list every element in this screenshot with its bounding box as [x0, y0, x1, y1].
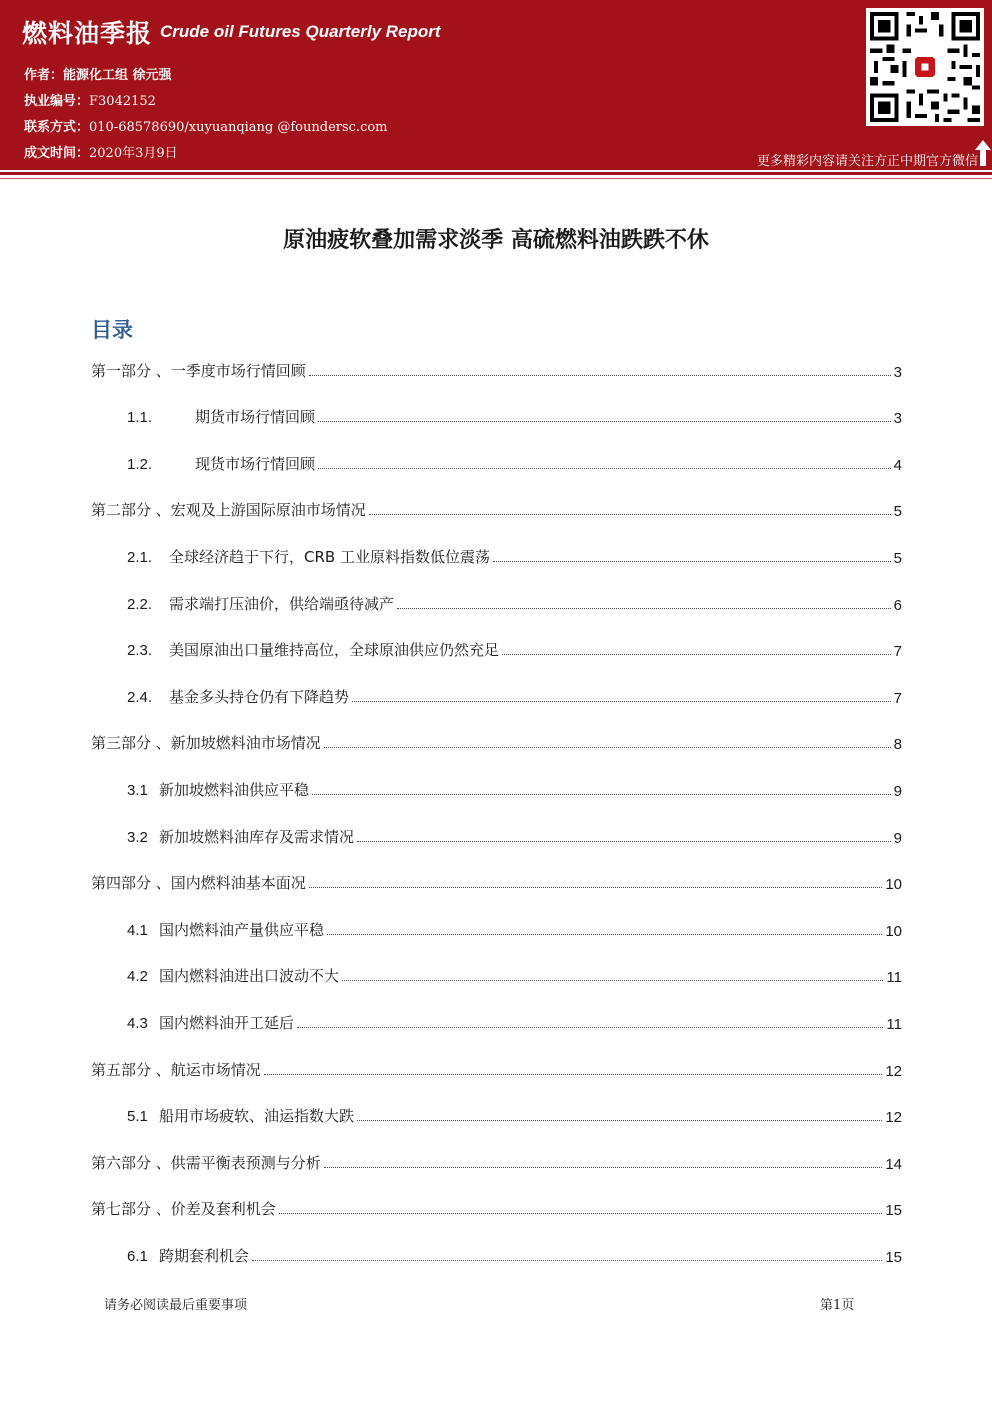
- toc-page-number: 14: [885, 1156, 902, 1173]
- toc-page-number: 15: [885, 1249, 902, 1266]
- footer-page-number: 第1页: [820, 1298, 855, 1313]
- toc-entry[interactable]: 第二部分 、宏观及上游国际原油市场情况 5: [91, 501, 902, 520]
- license-line: [24, 90, 156, 109]
- toc-page-number: 5: [893, 503, 902, 520]
- toc-page-number: 12: [885, 1109, 902, 1126]
- toc-leader: [264, 1074, 883, 1075]
- toc-page-number: 10: [885, 876, 902, 893]
- date-line: [24, 142, 178, 161]
- toc-leader: [324, 1167, 883, 1168]
- toc-entry[interactable]: 2.1. 全球经济趋于下行，CRB 工业原料指数低位震荡 5: [127, 548, 902, 567]
- toc-heading: 目录: [91, 318, 133, 342]
- toc-leader: [312, 794, 891, 795]
- toc-leader: [357, 1120, 882, 1121]
- toc-entry[interactable]: 第一部分 、一季度市场行情回顾 3: [91, 362, 902, 381]
- toc-entry[interactable]: 4.2 国内燃料油进出口波动不大 11: [127, 967, 902, 986]
- toc-leader: [297, 1027, 883, 1028]
- author-value: 能源化工组 徐元强: [63, 68, 172, 83]
- toc-entry[interactable]: 6.1 跨期套利机会 15: [127, 1247, 902, 1266]
- toc-entry[interactable]: 第五部分 、航运市场情况 12: [91, 1061, 902, 1080]
- toc-leader: [327, 934, 882, 935]
- toc-leader: [309, 887, 883, 888]
- toc-entry[interactable]: 3.2 新加坡燃料油库存及需求情况 9: [127, 828, 902, 847]
- toc-page-number: 15: [885, 1202, 902, 1219]
- toc-leader: [357, 841, 891, 842]
- toc-entry[interactable]: 5.1 船用市场疲软、油运指数大跌 12: [127, 1107, 902, 1126]
- toc-page-number: 3: [893, 410, 902, 427]
- toc-entry[interactable]: 第七部分 、价差及套利机会 15: [91, 1200, 902, 1219]
- toc-page-number: 3: [893, 364, 902, 381]
- toc-page-number: 9: [893, 783, 902, 800]
- author-label: 作者：: [24, 68, 64, 83]
- toc-entry[interactable]: 4.3 国内燃料油开工延后 11: [127, 1014, 902, 1033]
- toc-leader: [352, 701, 891, 702]
- author-line: [24, 64, 172, 83]
- date-value: 2020年3月9日: [89, 146, 178, 161]
- toc-page-number: 7: [893, 643, 902, 660]
- toc-leader: [342, 980, 883, 981]
- toc-entry[interactable]: 1.1. 期货市场行情回顾 3: [127, 408, 902, 427]
- toc-leader: [318, 421, 891, 422]
- toc-entry[interactable]: 1.2. 现货市场行情回顾 4: [127, 455, 902, 474]
- report-brand: [22, 14, 441, 50]
- header-rule-thin: [0, 178, 992, 179]
- toc-leader: [324, 747, 891, 748]
- license-value: F3042152: [89, 94, 156, 109]
- toc-leader: [397, 608, 891, 609]
- toc-entry[interactable]: 3.1 新加坡燃料油供应平稳 9: [127, 781, 902, 800]
- toc-leader: [252, 1260, 882, 1261]
- toc-leader: [493, 561, 891, 562]
- follow-wechat-text: 更多精彩内容请关注方正中期官方微信: [756, 154, 978, 169]
- toc-page-number: 10: [885, 923, 902, 940]
- toc-entry[interactable]: 2.2. 需求端打压油价，供给端亟待减产 6: [127, 595, 902, 614]
- toc-leader: [309, 375, 891, 376]
- contact-line: [24, 116, 388, 135]
- qr-code: [866, 8, 984, 126]
- arrow-up-icon: [974, 139, 992, 167]
- toc-entry[interactable]: 2.3. 美国原油出口量维持高位，全球原油供应仍然充足 7: [127, 641, 902, 660]
- toc-page-number: 7: [893, 690, 902, 707]
- report-name-cn: 燃料油季报: [22, 19, 153, 48]
- contact-value: 010-68578690/xuyuanqiang @foundersc.com: [89, 120, 388, 135]
- toc-leader: [279, 1213, 883, 1214]
- toc-page-number: 8: [893, 736, 902, 753]
- toc-entry[interactable]: 第三部分 、新加坡燃料油市场情况 8: [91, 734, 902, 753]
- header-rule: [0, 172, 992, 175]
- toc-page-number: 11: [886, 1016, 902, 1033]
- toc-leader: [318, 468, 891, 469]
- toc-entry[interactable]: 第六部分 、供需平衡表预测与分析 14: [91, 1154, 902, 1173]
- license-label: 执业编号：: [24, 94, 90, 109]
- toc-entry[interactable]: 2.4. 基金多头持仓仍有下降趋势 7: [127, 688, 902, 707]
- toc-page-number: 12: [885, 1063, 902, 1080]
- toc-page-number: 11: [886, 969, 902, 986]
- footer-notice: 请务必阅读最后重要事项: [104, 1298, 248, 1313]
- report-name-en: Crude oil Futures Quarterly Report: [160, 22, 441, 41]
- toc-leader: [502, 654, 891, 655]
- date-label: 成文时间：: [24, 146, 90, 161]
- contact-label: 联系方式：: [24, 120, 90, 135]
- toc-page-number: 6: [893, 597, 902, 614]
- toc-entry[interactable]: 4.1 国内燃料油产量供应平稳 10: [127, 921, 902, 940]
- toc-page-number: 9: [893, 830, 902, 847]
- toc-page-number: 5: [893, 550, 902, 567]
- toc-leader: [369, 514, 891, 515]
- report-header: [0, 0, 992, 170]
- toc-entry[interactable]: 第四部分 、国内燃料油基本面况 10: [91, 874, 902, 893]
- report-title: 原油疲软叠加需求淡季 高硫燃料油跌跌不休: [283, 228, 709, 253]
- toc-page-number: 4: [893, 457, 902, 474]
